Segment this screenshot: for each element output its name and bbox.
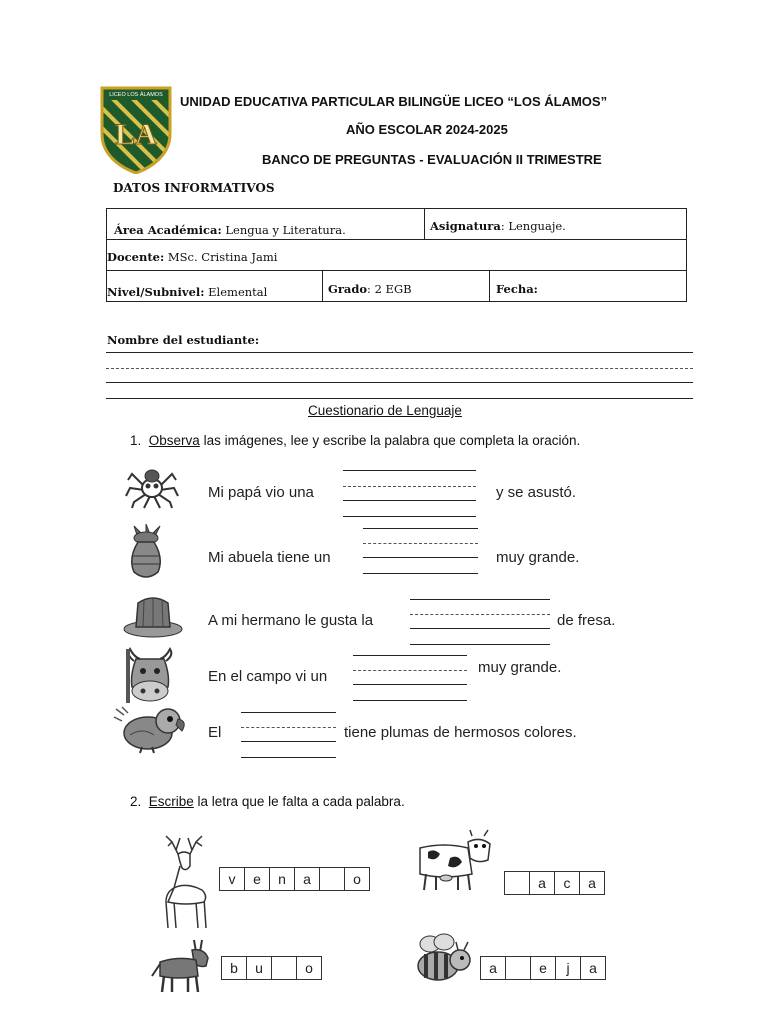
letter-cell: o xyxy=(353,871,361,887)
letter-cell: b xyxy=(222,957,247,979)
letter-cell: c xyxy=(555,872,580,894)
sentence-4-end: muy grande. xyxy=(478,659,562,676)
letter-cell: u xyxy=(247,957,272,979)
deer-icon xyxy=(156,832,216,930)
q1-title: 1. Observa las imágenes, lee y escribe la palabra que completa la oración. xyxy=(130,433,581,448)
answer-line-3[interactable] xyxy=(410,599,550,600)
info-section-title: DATOS INFORMATIVOS xyxy=(113,181,275,195)
sentence-4-start: En el campo vi un xyxy=(208,668,328,685)
letter-cell: a xyxy=(589,960,597,976)
school-name: UNIDAD EDUCATIVA PARTICULAR BILINGÜE LICEO “LOS ÁLAMOS” xyxy=(180,94,608,109)
docente-cell: Docente: MSc. Cristina Jami xyxy=(107,250,278,264)
missing-letter-cell[interactable] xyxy=(506,957,531,979)
sentence-3-end: de fresa. xyxy=(557,612,616,629)
name-line[interactable] xyxy=(106,352,693,353)
answer-line-1[interactable] xyxy=(343,470,476,471)
jelly-icon xyxy=(122,593,184,641)
word-box-donkey xyxy=(221,956,322,980)
spider-icon xyxy=(124,466,180,510)
letter-cell: j xyxy=(556,957,581,979)
q2-title: 2. Escribe la letra que le falta a cada palabra. xyxy=(130,794,405,809)
donkey-icon xyxy=(150,936,212,994)
letter-cell: v xyxy=(220,868,245,890)
bank-title: BANCO DE PREGUNTAS - EVALUACIÓN II TRIMESTRE xyxy=(262,152,602,167)
vase-icon xyxy=(126,522,166,582)
grado-cell: Grado: 2 EGB xyxy=(328,282,412,296)
area-cell: Área Académica: Lengua y Literatura. xyxy=(114,223,346,237)
letter-cell: a xyxy=(530,872,555,894)
letter-cell: a xyxy=(588,875,596,891)
letter-cell: a xyxy=(295,868,320,890)
word-box-deer xyxy=(219,867,370,891)
student-name-label: Nombre del estudiante: xyxy=(107,333,260,347)
bee-icon xyxy=(414,930,472,988)
answer-line-4[interactable] xyxy=(353,655,467,656)
word-box-bee xyxy=(480,956,606,980)
letter-cell: e xyxy=(531,957,556,979)
logo-top-text: LICEO LOS ÁLAMOS xyxy=(109,92,163,98)
letter-cell: n xyxy=(270,868,295,890)
sentence-5-end: tiene plumas de hermosos colores. xyxy=(344,724,577,741)
missing-letter-cell[interactable] xyxy=(320,868,345,890)
sentence-1-start: Mi papá vio una xyxy=(208,484,314,501)
bull-icon xyxy=(124,647,176,705)
sentence-1-end: y se asustó. xyxy=(496,484,577,501)
logo-letters: LA xyxy=(115,118,157,151)
answer-line-2[interactable] xyxy=(363,528,478,529)
missing-letter-cell[interactable] xyxy=(505,872,530,894)
nivel-cell: Nivel/Subnivel: Elemental xyxy=(107,285,268,299)
answer-line-5[interactable] xyxy=(241,712,336,713)
sentence-5-start: El xyxy=(208,724,222,741)
asignatura-cell: Asignatura: Lenguaje. xyxy=(430,219,566,233)
school-year: AÑO ESCOLAR 2024-2025 xyxy=(346,122,508,137)
sentence-2-end: muy grande. xyxy=(496,549,580,566)
school-logo xyxy=(100,86,172,174)
cow-icon xyxy=(414,828,494,894)
word-box-cow xyxy=(504,871,605,895)
sentence-3-start: A mi hermano le gusta la xyxy=(208,612,374,629)
sentence-2-start: Mi abuela tiene un xyxy=(208,549,331,566)
quiz-title: Cuestionario de Lenguaje xyxy=(308,403,462,418)
letter-cell: a xyxy=(481,957,506,979)
letter-cell: o xyxy=(305,960,313,976)
fecha-cell: Fecha: xyxy=(496,282,538,296)
missing-letter-cell[interactable] xyxy=(272,957,297,979)
parrot-icon xyxy=(112,705,190,755)
letter-cell: e xyxy=(245,868,270,890)
